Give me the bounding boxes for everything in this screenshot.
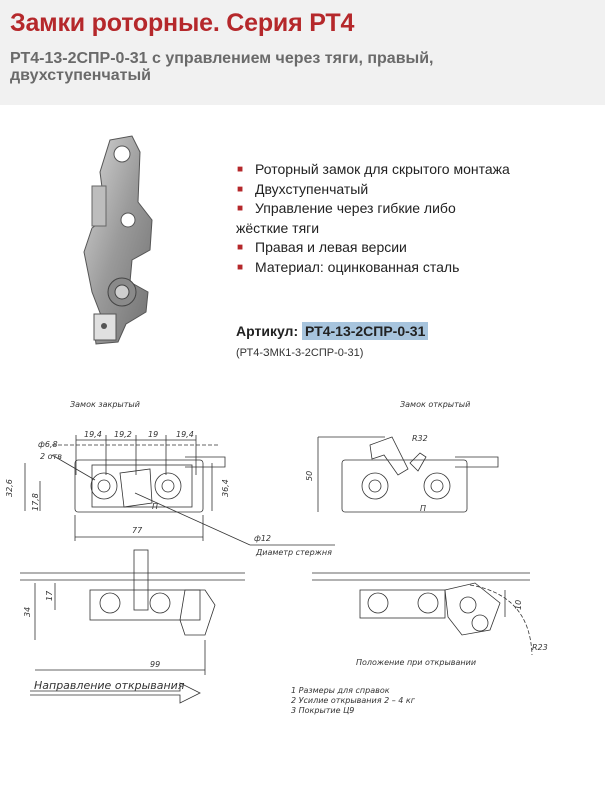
- letter-p-right: П: [420, 504, 427, 513]
- feature-list: [236, 160, 556, 277]
- note-item: 3 Покрытие Ц9: [291, 706, 355, 715]
- dim-10: 10: [514, 599, 523, 610]
- dim-36-4: 36,4: [221, 479, 230, 497]
- dim-77: 77: [132, 526, 143, 535]
- dim-17-8: 17,8: [31, 493, 40, 511]
- dim-r23: R23: [532, 643, 548, 652]
- bullet-icon: ■: [237, 183, 244, 195]
- dim-19-4: 19,4: [84, 430, 102, 439]
- open-position-label: Положение при открывании: [356, 658, 477, 667]
- dim-19-2: 19,2: [114, 430, 132, 439]
- note-item: 2 Усилие открывания 2 – 4 кг: [291, 696, 415, 705]
- note-item: 1 Размеры для справок: [291, 686, 390, 695]
- dim-hole-diameter: ф6,8: [38, 440, 58, 449]
- dim-99: 99: [150, 660, 161, 669]
- dim-32-6: 32,6: [5, 479, 14, 497]
- feature-item: ■ Двухступенчатый: [236, 180, 556, 200]
- bullet-icon: ■: [237, 164, 244, 175]
- feature-item: ■ Правая и левая версии: [236, 238, 556, 258]
- bullet-icon: ■: [237, 261, 244, 273]
- dim-34: 34: [23, 606, 32, 617]
- dim-rod-diameter: ф12: [254, 534, 272, 543]
- technical-drawing: [0, 385, 605, 725]
- dim-19-4b: 19,4: [176, 430, 194, 439]
- header-band: [0, 0, 605, 105]
- article-alt-code: (РТ4-ЗМК1-3-2СПР-0-31): [236, 347, 364, 359]
- open-view-label: Замок открытый: [400, 400, 471, 409]
- feature-item: ■ Материал: оцинкованная сталь: [236, 258, 556, 278]
- letter-p-left: П: [152, 502, 159, 511]
- dim-r32: R32: [412, 434, 428, 443]
- page-subtitle: РТ4-13-2СПР-0-31 с управлением через тяги, правый, двухступенчатый: [10, 50, 434, 84]
- dim-50: 50: [305, 470, 314, 481]
- dim-19: 19: [148, 430, 159, 439]
- product-photo: [70, 132, 175, 350]
- article-label: Артикул:: [236, 323, 299, 339]
- feature-item: ■ Управление через гибкие либо жёсткие тяги: [236, 199, 556, 238]
- drawing-notes: [291, 686, 415, 716]
- opening-direction-label: Направление открывания: [34, 679, 185, 692]
- bullet-icon: ■: [237, 203, 244, 214]
- feature-item: ■ Роторный замок для скрытого монтажа: [236, 160, 556, 180]
- feature-item-continuation: жёсткие тяги: [236, 219, 320, 236]
- bullet-icon: ■: [237, 242, 244, 253]
- dim-17: 17: [45, 590, 54, 601]
- rod-diameter-label: Диаметр стержня: [256, 548, 332, 557]
- dim-holes: 2 отв: [40, 452, 62, 461]
- closed-view-label: Замок закрытый: [70, 400, 140, 409]
- drawing-labels: [5, 400, 548, 692]
- page-title: Замки роторные. Серия РТ4: [10, 9, 355, 37]
- article-code: РТ4-13-2СПР-0-31: [302, 322, 428, 340]
- article-line: [236, 323, 428, 339]
